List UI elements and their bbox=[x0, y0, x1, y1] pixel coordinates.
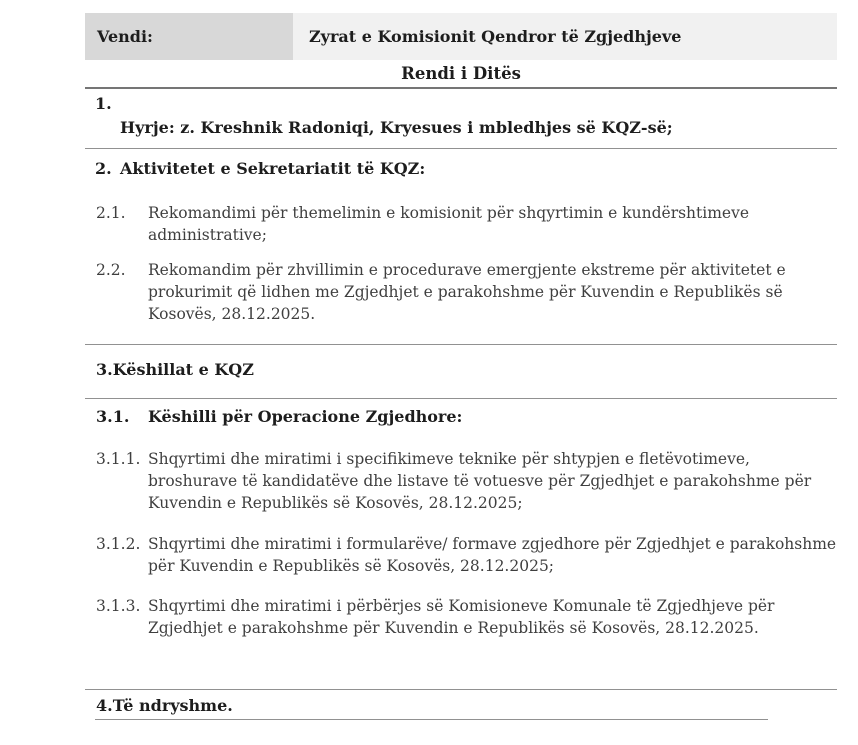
section-4-underline bbox=[95, 719, 768, 720]
item-3-1-3-number: 3.1.3. bbox=[96, 597, 141, 615]
item-3-1-1-number: 3.1.1. bbox=[96, 450, 141, 468]
section-3 bbox=[85, 344, 837, 398]
section-1-number: 1. bbox=[95, 94, 112, 113]
item-3-1-2-number: 3.1.2. bbox=[96, 535, 141, 553]
section-1 bbox=[85, 89, 837, 149]
agenda-item-2-2 bbox=[96, 259, 837, 325]
section-2-number: 2. bbox=[95, 159, 112, 178]
section-2-title: Aktivitetet e Sekretariatit të KQZ: bbox=[120, 159, 426, 178]
item-3-1-3-text: Shqyrtimi dhe miratimi i përbërjes së Komisioneve Komunale të Zgjedhjeve për Zgjedhjet e parakohshme për Kuvendin e Republikës së Kosovës, 28.12.2025. bbox=[148, 597, 775, 637]
item-3-1-2-text: Shqyrtimi dhe miratimi i formularëve/ formave zgjedhore për Zgjedhjet e parakohshme për Kuvendin e Republikës së Kosovës, 28.12.2025; bbox=[148, 535, 837, 575]
item-2-2-text: Rekomandim për zhvillimin e procedurave emergjente ekstreme për aktivitetet e prokurimit që lidhen me Zgjedhjet e parakohshme për Kuvendin e Republikës së Kosovës, 28.12.2025. bbox=[148, 261, 786, 323]
section-3-title: 3.Këshillat e KQZ bbox=[96, 360, 254, 379]
document-content bbox=[85, 13, 837, 720]
section-2-heading bbox=[85, 149, 837, 180]
section-3-1-heading bbox=[85, 398, 837, 428]
agenda-item-3-1-2 bbox=[96, 533, 837, 577]
section-1-text: Hyrje: z. Kreshnik Radoniqi, Kryesues i mbledhjes së KQZ-së; bbox=[120, 118, 673, 137]
section-4 bbox=[85, 689, 837, 720]
agenda-item-2-1 bbox=[96, 202, 837, 246]
agenda-title: Rendi i Ditës bbox=[85, 60, 837, 89]
section-3-1-title: Këshilli për Operacione Zgjedhore: bbox=[148, 407, 463, 426]
agenda-item-3-1-3 bbox=[96, 595, 837, 639]
section-3-1-number: 3.1. bbox=[96, 407, 130, 426]
agenda-item-3-1-1 bbox=[96, 448, 837, 514]
item-2-1-text: Rekomandimi për themelimin e komisionit për shqyrtimin e kundërshtimeve administrative; bbox=[148, 204, 750, 244]
location-label-cell: Vendi: bbox=[85, 13, 293, 60]
section-4-title: 4.Të ndryshme. bbox=[96, 696, 233, 715]
location-value-cell: Zyrat e Komisionit Qendror të Zgjedhjeve bbox=[293, 13, 837, 60]
location-row bbox=[85, 13, 837, 60]
item-2-1-number: 2.1. bbox=[96, 204, 126, 222]
item-2-2-number: 2.2. bbox=[96, 261, 126, 279]
item-3-1-1-text: Shqyrtimi dhe miratimi i specifikimeve teknike për shtypjen e fletëvotimeve, broshurave të kandidatëve dhe listave të votuesve për Zgjedhjet e parakohshme për Kuvendin e Republikës së Kosovës, 28.12.2025; bbox=[148, 450, 812, 512]
